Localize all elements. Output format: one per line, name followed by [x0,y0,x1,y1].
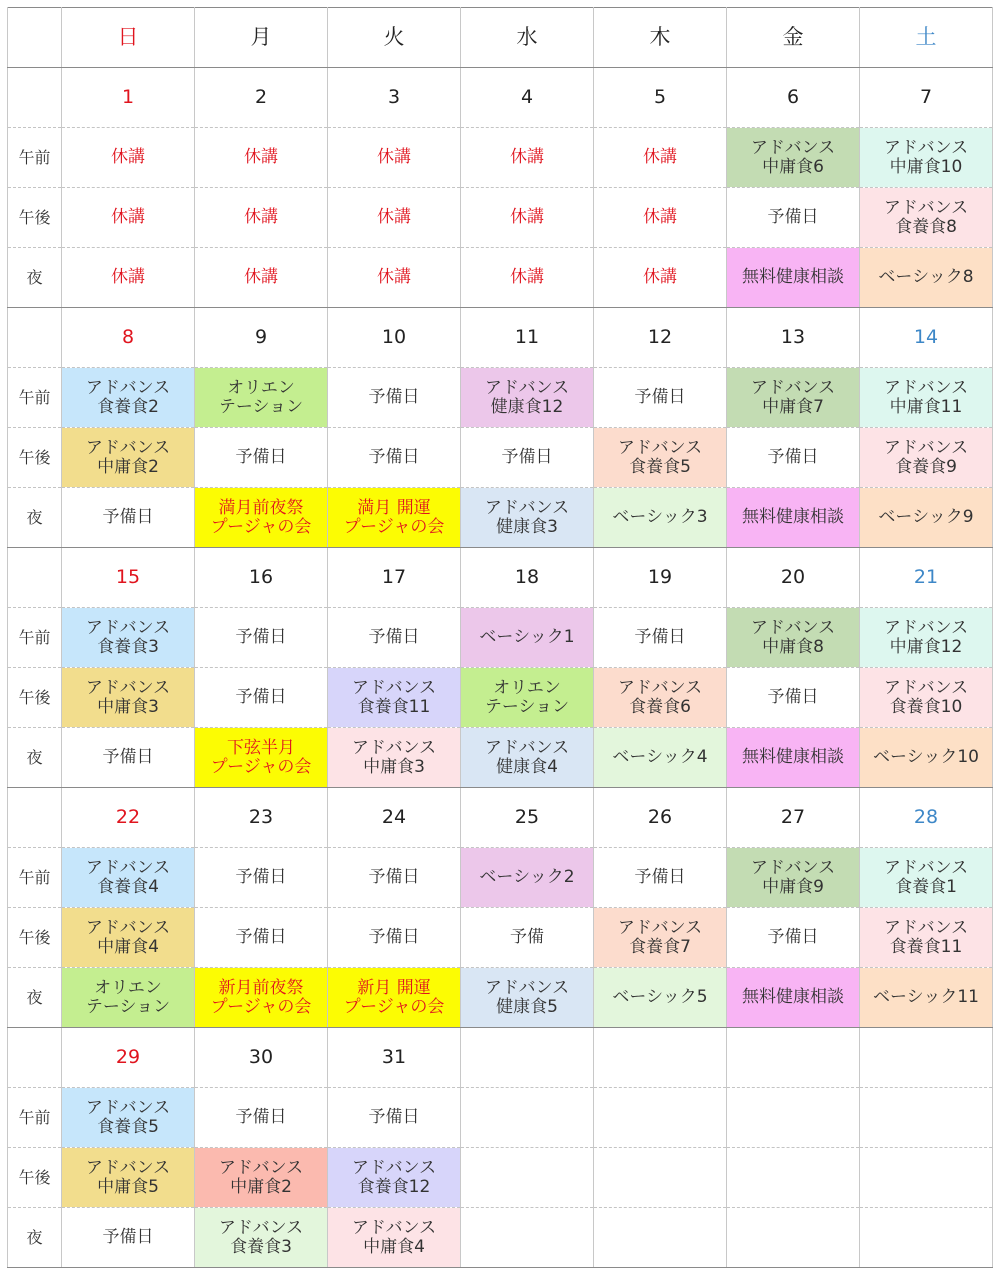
class-name: アドバンス 食養食4 [85,857,171,897]
class-name: アドバンス 中庸食6 [750,137,836,177]
class-name: 休講 [244,147,278,167]
class-cell [62,428,195,488]
class-name: ベーシック4 [612,747,708,767]
week-2-evening-row [8,488,993,548]
class-cell [860,668,993,728]
class-cell [328,128,461,188]
class-cell [328,608,461,668]
empty-cell [727,1208,860,1268]
date-cell: 27 [727,788,860,848]
date-cell: 17 [328,548,461,608]
week-5-date-row [8,1028,993,1088]
date-cell: 25 [461,788,594,848]
class-cell [195,368,328,428]
class-name: ベーシック1 [479,627,575,647]
class-name: 予備日 [102,747,154,767]
empty-cell [594,1088,727,1148]
week-3-date-row [8,548,993,608]
class-name: 満月 開運 プージャの会 [343,497,445,537]
class-cell [594,188,727,248]
class-cell [727,668,860,728]
date-cell: 23 [195,788,328,848]
slot-label-morning: 午前 [8,128,62,188]
empty-cell [594,1208,727,1268]
schedule-calendar [7,7,993,1268]
empty-cell [860,1088,993,1148]
date-cell: 6 [727,68,860,128]
class-cell [461,428,594,488]
date-cell: 13 [727,308,860,368]
class-name: 休講 [244,207,278,227]
class-cell [461,128,594,188]
week-3-afternoon-row [8,668,993,728]
date-cell: 5 [594,68,727,128]
week-3-evening-row [8,728,993,788]
date-cell: 26 [594,788,727,848]
class-name: ベーシック2 [479,867,575,887]
class-cell [860,728,993,788]
slot-label-afternoon: 午後 [8,668,62,728]
date-row-label-cell [8,788,62,848]
class-cell [62,368,195,428]
class-cell [594,248,727,308]
class-name: 休講 [377,267,411,287]
class-name: ベーシック9 [878,507,974,527]
class-name: アドバンス 食養食3 [85,617,171,657]
class-cell [860,488,993,548]
class-name: 予備日 [767,927,819,947]
class-name: 休講 [510,147,544,167]
date-cell: 22 [62,788,195,848]
class-cell [727,368,860,428]
class-cell [195,488,328,548]
week-1-morning-row [8,128,993,188]
class-name: 休講 [643,147,677,167]
class-name: オリエン テーション [85,977,171,1017]
weekday-saturday: 土 [860,8,993,68]
week-2-morning-row [8,368,993,428]
slot-label-evening: 夜 [8,1208,62,1268]
slot-label-morning: 午前 [8,368,62,428]
week-4-evening-row [8,968,993,1028]
class-name: 休講 [111,207,145,227]
class-cell [328,848,461,908]
class-cell [62,1088,195,1148]
class-cell [195,608,328,668]
slot-label-afternoon: 午後 [8,908,62,968]
class-cell [860,848,993,908]
class-name: アドバンス 健康食3 [484,497,570,537]
class-name: 休講 [510,267,544,287]
class-cell [727,848,860,908]
empty-cell [727,1088,860,1148]
class-name: 予備日 [368,387,420,407]
class-cell [328,1088,461,1148]
class-cell [461,248,594,308]
class-cell [62,608,195,668]
class-cell [860,608,993,668]
class-name: アドバンス 中庸食2 [85,437,171,477]
class-cell [461,488,594,548]
class-cell [195,968,328,1028]
class-cell [461,668,594,728]
class-name: 休講 [643,207,677,227]
empty-cell [594,1148,727,1208]
empty-cell [461,1208,594,1268]
slot-label-evening: 夜 [8,968,62,1028]
class-name: 予備日 [368,867,420,887]
class-cell [195,728,328,788]
class-cell [860,248,993,308]
date-cell: 8 [62,308,195,368]
class-cell [195,248,328,308]
class-cell [195,908,328,968]
class-name: 予備日 [501,447,553,467]
class-name: 休講 [510,207,544,227]
date-cell: 16 [195,548,328,608]
class-name: アドバンス 食養食6 [617,677,703,717]
class-name: アドバンス 中庸食10 [883,137,969,177]
date-cell: 2 [195,68,328,128]
class-cell [195,668,328,728]
date-cell: 10 [328,308,461,368]
class-cell [727,728,860,788]
date-cell: 18 [461,548,594,608]
weekday-header-row [8,8,993,68]
date-cell [860,1028,993,1088]
class-cell [62,968,195,1028]
class-cell [727,128,860,188]
class-name: 予備日 [102,1227,154,1247]
week-4-afternoon-row [8,908,993,968]
class-cell [62,668,195,728]
class-name: アドバンス 食養食5 [85,1097,171,1137]
class-name: 新月前夜祭 プージャの会 [210,977,312,1017]
class-cell [195,128,328,188]
class-name: 満月前夜祭 プージャの会 [210,497,312,537]
class-cell [461,728,594,788]
date-cell: 14 [860,308,993,368]
weekday-friday: 金 [727,8,860,68]
class-cell [860,188,993,248]
date-cell: 4 [461,68,594,128]
empty-cell [860,1148,993,1208]
class-name: ベーシック8 [878,267,974,287]
class-cell [461,608,594,668]
class-name: アドバンス 食養食10 [883,677,969,717]
class-name: 無料健康相談 [742,747,844,767]
class-name: ベーシック10 [873,747,979,767]
class-name: ベーシック5 [612,987,708,1007]
weekday-monday: 月 [195,8,328,68]
class-cell [461,908,594,968]
class-cell [195,1148,328,1208]
class-name: アドバンス 中庸食7 [750,377,836,417]
empty-cell [727,1148,860,1208]
class-name: アドバンス 中庸食3 [85,677,171,717]
date-cell: 12 [594,308,727,368]
date-cell: 31 [328,1028,461,1088]
empty-cell [860,1208,993,1268]
date-cell: 28 [860,788,993,848]
weekday-tuesday: 火 [328,8,461,68]
week-4-date-row [8,788,993,848]
class-name: アドバンス 中庸食12 [883,617,969,657]
class-cell [62,728,195,788]
class-cell [62,1148,195,1208]
class-cell [62,1208,195,1268]
class-name: アドバンス 食養食2 [85,377,171,417]
class-name: アドバンス 中庸食8 [750,617,836,657]
class-cell [860,968,993,1028]
week-1-date-row [8,68,993,128]
date-cell: 7 [860,68,993,128]
class-name: 予備日 [767,207,819,227]
date-row-label-cell [8,548,62,608]
class-cell [594,488,727,548]
class-name: 予備日 [634,867,686,887]
weekday-thursday: 木 [594,8,727,68]
class-cell [594,368,727,428]
class-name: アドバンス 中庸食2 [218,1157,304,1197]
class-name: アドバンス 中庸食9 [750,857,836,897]
class-cell [62,908,195,968]
class-cell [594,128,727,188]
week-5-evening-row [8,1208,993,1268]
slot-label-morning: 午前 [8,848,62,908]
weekday-wednesday: 水 [461,8,594,68]
class-cell [195,1088,328,1148]
class-cell [727,608,860,668]
class-name: 予備日 [368,1107,420,1127]
class-name: 予備日 [634,387,686,407]
class-cell [328,728,461,788]
date-cell: 15 [62,548,195,608]
class-cell [195,428,328,488]
class-cell [594,968,727,1028]
class-name: 無料健康相談 [742,507,844,527]
class-cell [328,1208,461,1268]
class-name: アドバンス 中庸食4 [85,917,171,957]
corner-cell [8,8,62,68]
class-cell [62,128,195,188]
class-name: 予備日 [767,687,819,707]
weekday-sunday: 日 [62,8,195,68]
class-name: 予備日 [235,867,287,887]
class-cell [328,668,461,728]
empty-cell [461,1088,594,1148]
class-name: アドバンス 食養食11 [351,677,437,717]
date-row-label-cell [8,1028,62,1088]
class-name: 予備日 [235,447,287,467]
date-cell [461,1028,594,1088]
class-name: 予備日 [368,447,420,467]
class-cell [594,848,727,908]
class-name: アドバンス 健康食4 [484,737,570,777]
class-cell [727,188,860,248]
class-cell [461,368,594,428]
class-name: アドバンス 食養食11 [883,917,969,957]
class-name: アドバンス 中庸食11 [883,377,969,417]
class-cell [62,188,195,248]
class-name: アドバンス 食養食12 [351,1157,437,1197]
class-name: 休講 [377,207,411,227]
class-name: アドバンス 食養食3 [218,1217,304,1257]
date-cell: 19 [594,548,727,608]
date-cell: 3 [328,68,461,128]
class-name: アドバンス 食養食7 [617,917,703,957]
slot-label-evening: 夜 [8,488,62,548]
class-name: 無料健康相談 [742,987,844,1007]
class-name: ベーシック11 [873,987,979,1007]
date-cell: 11 [461,308,594,368]
class-name: アドバンス 中庸食5 [85,1157,171,1197]
date-row-label-cell [8,308,62,368]
empty-cell [461,1148,594,1208]
calendar-body [8,8,993,1268]
class-cell [328,488,461,548]
slot-label-afternoon: 午後 [8,428,62,488]
class-name: アドバンス 健康食5 [484,977,570,1017]
class-name: 休講 [111,147,145,167]
class-cell [860,908,993,968]
class-cell [328,428,461,488]
class-name: 予備日 [102,507,154,527]
class-cell [328,968,461,1028]
class-name: アドバンス 中庸食3 [351,737,437,777]
class-cell [328,368,461,428]
class-name: 新月 開運 プージャの会 [343,977,445,1017]
class-name: 予備日 [368,627,420,647]
class-cell [594,668,727,728]
class-name: アドバンス 食養食5 [617,437,703,477]
class-cell [195,188,328,248]
date-cell [727,1028,860,1088]
class-cell [860,428,993,488]
class-cell [727,428,860,488]
date-cell: 30 [195,1028,328,1088]
class-cell [461,968,594,1028]
class-cell [328,1148,461,1208]
week-5-morning-row [8,1088,993,1148]
date-cell: 21 [860,548,993,608]
week-1-afternoon-row [8,188,993,248]
class-name: オリエン テーション [484,677,570,717]
class-cell [328,908,461,968]
class-name: 予備日 [235,927,287,947]
date-cell: 1 [62,68,195,128]
week-4-morning-row [8,848,993,908]
date-cell: 9 [195,308,328,368]
class-name: 予備日 [634,627,686,647]
class-cell [727,968,860,1028]
class-cell [860,368,993,428]
class-name: 休講 [111,267,145,287]
class-cell [594,908,727,968]
date-cell: 20 [727,548,860,608]
class-name: 無料健康相談 [742,267,844,287]
class-name: 休講 [377,147,411,167]
class-cell [727,488,860,548]
class-cell [860,128,993,188]
class-name: アドバンス 食養食9 [883,437,969,477]
date-row-label-cell [8,68,62,128]
slot-label-morning: 午前 [8,608,62,668]
slot-label-afternoon: 午後 [8,1148,62,1208]
class-name: 休講 [643,267,677,287]
class-name: アドバンス 健康食12 [484,377,570,417]
class-cell [727,248,860,308]
class-name: 休講 [244,267,278,287]
week-3-morning-row [8,608,993,668]
class-name: 予備日 [235,687,287,707]
class-name: 予備日 [368,927,420,947]
class-cell [594,428,727,488]
date-cell: 29 [62,1028,195,1088]
class-cell [727,908,860,968]
class-name: オリエン テーション [218,377,304,417]
class-name: アドバンス 中庸食4 [351,1217,437,1257]
week-2-afternoon-row [8,428,993,488]
class-cell [62,848,195,908]
class-name: 下弦半月 プージャの会 [210,737,312,777]
class-cell [594,608,727,668]
class-cell [461,848,594,908]
class-cell [594,728,727,788]
slot-label-evening: 夜 [8,728,62,788]
week-5-afternoon-row [8,1148,993,1208]
class-cell [328,248,461,308]
class-name: 予備日 [235,627,287,647]
class-cell [461,188,594,248]
slot-label-afternoon: 午後 [8,188,62,248]
week-1-evening-row [8,248,993,308]
class-cell [195,1208,328,1268]
date-cell: 24 [328,788,461,848]
class-name: 予備 [510,927,544,947]
class-name: アドバンス 食養食8 [883,197,969,237]
class-cell [62,248,195,308]
class-cell [195,848,328,908]
slot-label-morning: 午前 [8,1088,62,1148]
class-name: ベーシック3 [612,507,708,527]
class-cell [328,188,461,248]
class-name: 予備日 [235,1107,287,1127]
date-cell [594,1028,727,1088]
class-name: 予備日 [767,447,819,467]
slot-label-evening: 夜 [8,248,62,308]
class-cell [62,488,195,548]
week-2-date-row [8,308,993,368]
class-name: アドバンス 食養食1 [883,857,969,897]
